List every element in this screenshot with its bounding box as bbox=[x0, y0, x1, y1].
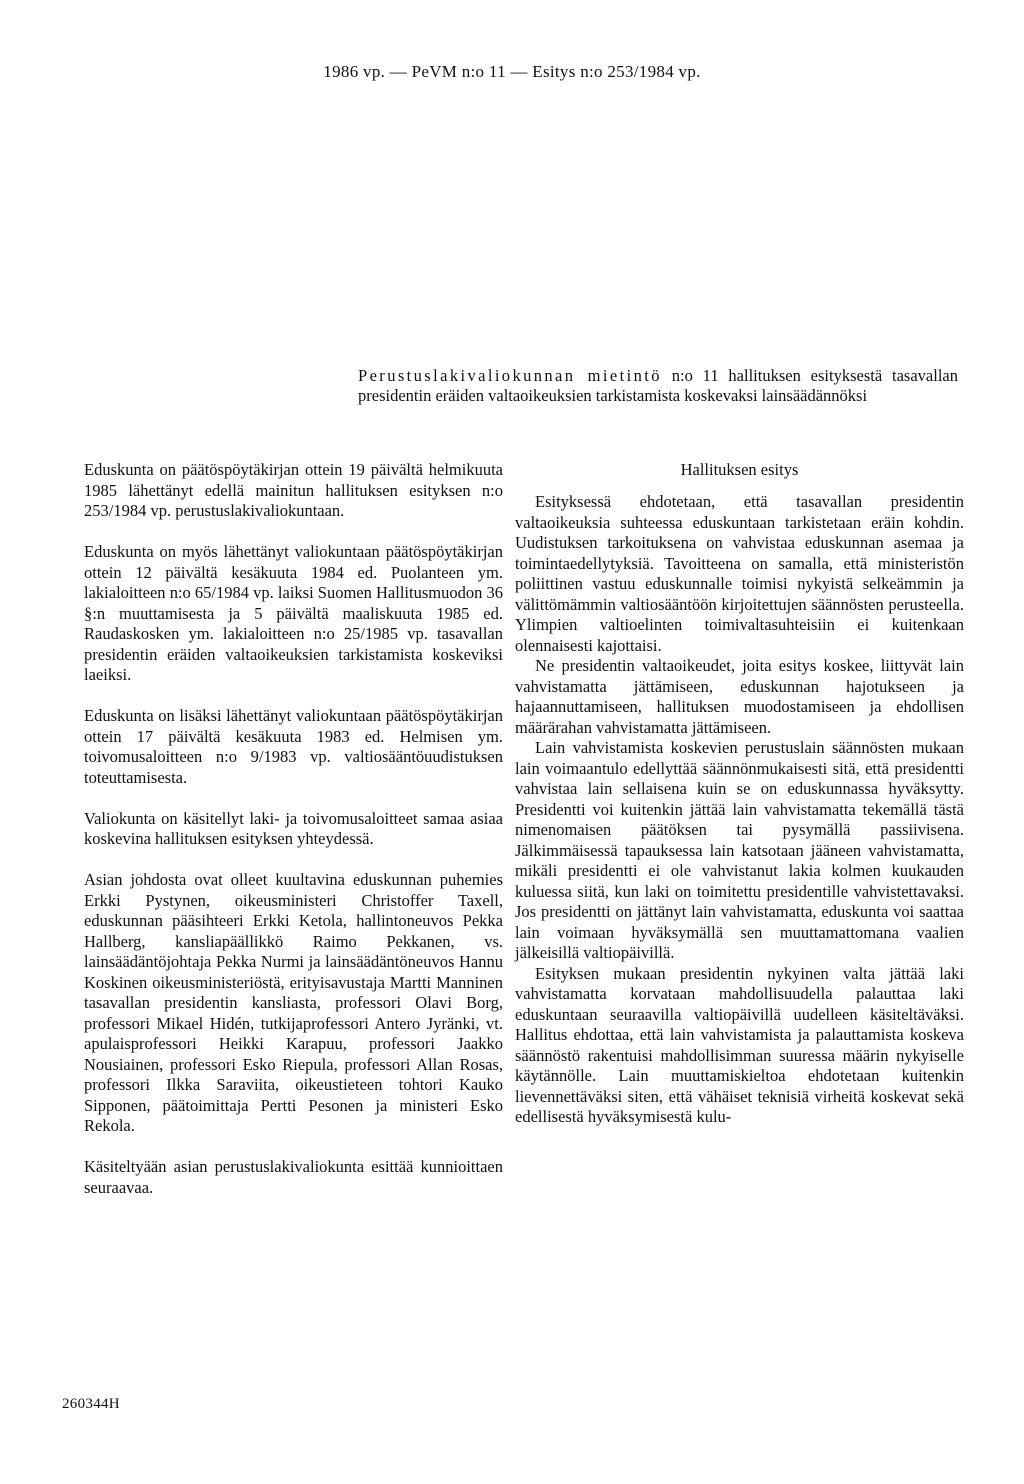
right-column bbox=[515, 460, 964, 1128]
running-header: 1986 vp. — PeVM n:o 11 — Esitys n:o 253/1984 vp. bbox=[323, 62, 701, 81]
committee-lead: Perustuslakivaliokunnan mietintö bbox=[358, 366, 662, 385]
left-paragraph-4: Valiokunta on käsitellyt laki- ja toivomusaloitteet samaa asiaa koskevina hallituksen esityksen yhteydessä. bbox=[84, 808, 503, 848]
report-title-rest: n:o 11 hallituksen esityksestä tasavallan presidentin eräiden valtaoikeuksien tarkistamista koskevaksi lainsäädännöksi bbox=[358, 366, 958, 405]
right-paragraph-3: Lain vahvistamista koskevien perustuslain säännösten mukaan lain voimaantulo edellyttää säännönmukaisesti sitä, että presidentti vahvistaa lain sellaisena kuin se on eduskunnassa hyväksytty. Presidentti voi kuitenkin jättää lain vahvistamatta tekemällä tästä nimenomaisen päätöksen tai pysymällä passiivisena. Jälkimmäisessä tapauksessa lain katsotaan jääneen vahvistamatta, mikäli presidentti ei ole vahvistanut lakia kolmen kuukauden kuluessa siitä, kun laki on toimitettu presidentille vahvistettavaksi. Jos presidentti on jättänyt lain vahvistamatta, eduskunta voi saattaa lain voimaan hyväksymällä sen muuttamattomana vaalien jälkeisillä valtiopäivillä. bbox=[515, 738, 964, 962]
report-title bbox=[358, 366, 958, 405]
left-paragraph-5: Asian johdosta ovat olleet kuultavina eduskunnan puhemies Erkki Pystynen, oikeusministeri Christoffer Taxell, eduskunnan pääsihteeri Erkki Ketola, hallintoneuvos Pekka Hallberg, kansliapäällikkö Raimo Pekkanen, vs. lainsäädäntöjohtaja Pekka Nurmi ja lainsäädäntöneuvos Hannu Koskinen oikeusministeriöstä, erityisavustaja Martti Manninen tasavallan presidentin kansliasta, professori Olavi Borg, professori Mikael Hidén, tutkijaprofessori Antero Jyränki, vt. apulaisprofessori Heikki Karapuu, professori Jaakko Nousiainen, professori Esko Riepula, professori Allan Rosas, professori Ilkka Saraviita, oikeustieteen tohtori Kauko Sipponen, päätoimittaja Pertti Pesonen ja ministeri Esko Rekola. bbox=[84, 870, 503, 1135]
right-paragraph-2: Ne presidentin valtaoikeudet, joita esitys koskee, liittyvät lain vahvistamatta jättämiseen, eduskunnan hajotukseen ja hajaannuttamiseen, hallituksen muodostamiseen ja ehdollisen määrärahan vahvistamatta jättämiseen. bbox=[515, 656, 964, 737]
left-paragraph-1: Eduskunta on päätöspöytäkirjan ottein 19 päivältä helmikuuta 1985 lähettänyt edellä mainitun hallituksen esityksen n:o 253/1984 vp. perustuslakivaliokuntaan. bbox=[84, 460, 503, 520]
right-paragraph-1: Esityksessä ehdotetaan, että tasavallan presidentin valtaoikeuksia suhteessa eduskuntaan tarkistetaan eräin kohdin. Uudistuksen tarkoituksena on vahvistaa eduskunnan asemaa ja toimintaedellytyksiä. Tavoitteena on samalla, että ministeristön poliittinen vastuu eduskunnalle toimisi nykyistä selkeämmin ja välittömämmin valtiosääntöön kirjoitettujen säännösten perusteella. Ylimpien valtioelinten toimivaltasuhteisiin ei kuitenkaan olennaisesti kajottaisi. bbox=[515, 492, 964, 655]
right-paragraph-4: Esityksen mukaan presidentin nykyinen valta jättää laki vahvistamatta korvataan mahdollisuudella palauttaa laki eduskuntaan seuraavilla valtiopäivillä uudelleen käsiteltäväksi. Hallitus ehdottaa, että lain vahvistamista ja palauttamista koskeva säännöstö rakentuisi mahdollisimman suuressa määrin nykyiselle käytännölle. Lain muuttamiskieltoa ehdotetaan kuitenkin lievennettäväksi siten, että vähäiset teknisiä virheitä koskevat sekä edellisestä hyväksymisestä kulu- bbox=[515, 963, 964, 1126]
print-code: 260344H bbox=[62, 1396, 120, 1412]
left-paragraph-6: Käsiteltyään asian perustuslakivaliokunta esittää kunnioittaen seuraavaa. bbox=[84, 1157, 503, 1197]
left-paragraph-2: Eduskunta on myös lähettänyt valiokuntaan päätöspöytäkirjan ottein 12 päivältä kesäkuuta 1984 ed. Puolanteen ym. lakialoitteen n:o 65/1984 vp. laiksi Suomen Hallitusmuodon 36 §:n muuttamisesta ja 5 päivältä maaliskuuta 1985 ed. Raudaskosken ym. lakialoitteen n:o 25/1985 vp. tasavallan presidentin eräiden valtaoikeuksien tarkistamista koskeviksi laeiksi. bbox=[84, 542, 503, 684]
section-heading: Hallituksen esitys bbox=[680, 460, 799, 479]
left-paragraph-3: Eduskunta on lisäksi lähettänyt valiokuntaan päätöspöytäkirjan ottein 17 päivältä kesäkuuta 1983 ed. Helmisen ym. toivomusaloitteen n:o 9/1983 vp. valtiosääntöuudistuksen toteuttamisesta. bbox=[84, 706, 503, 787]
left-column bbox=[84, 460, 503, 1219]
